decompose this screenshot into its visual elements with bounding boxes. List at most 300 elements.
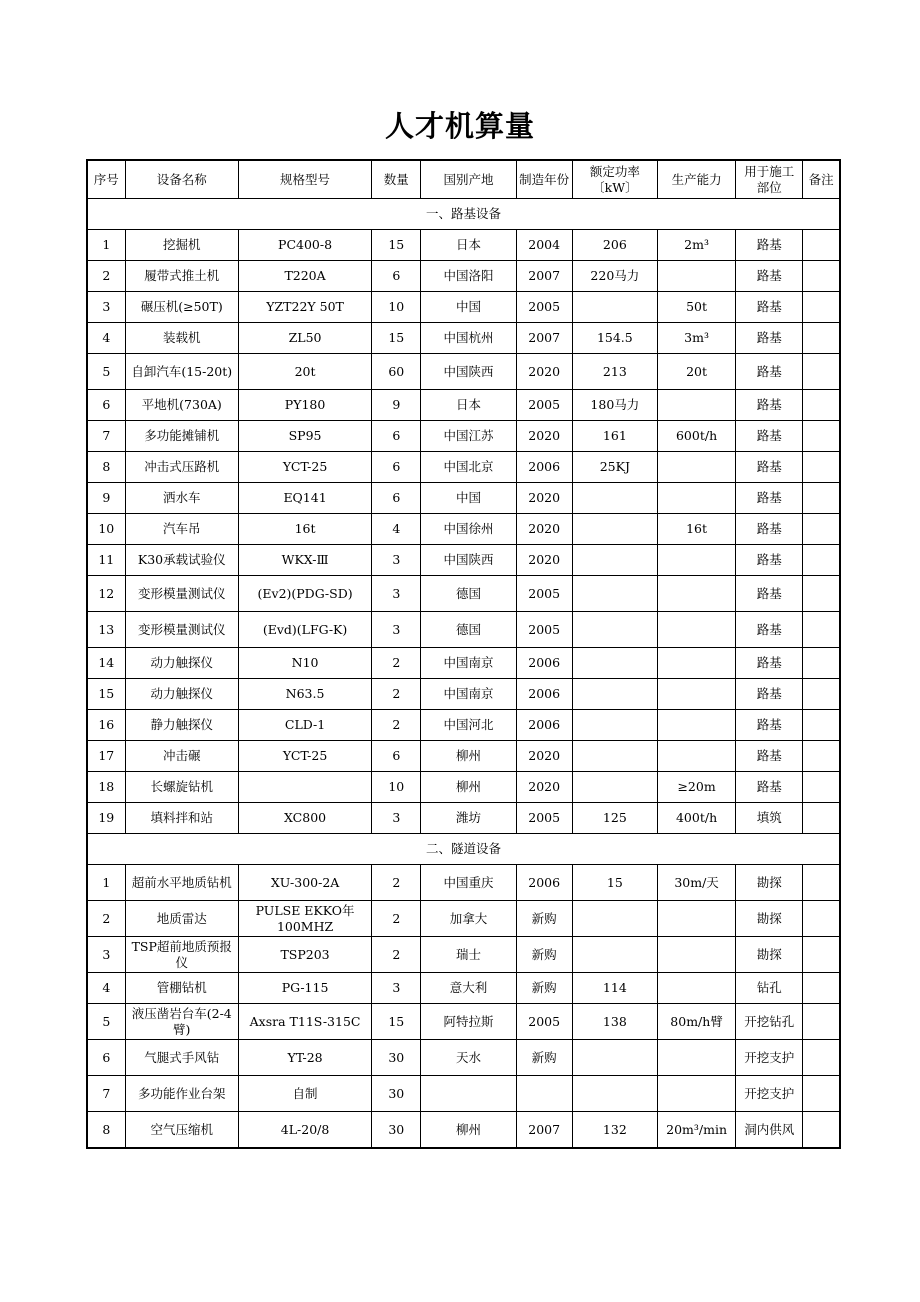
cell-seq: 9	[87, 483, 125, 514]
cell-model: WKX-Ⅲ	[238, 545, 371, 576]
table-row	[87, 292, 840, 323]
cell-power	[572, 648, 657, 679]
cell-power: 114	[572, 973, 657, 1004]
cell-year: 2007	[516, 1112, 572, 1149]
cell-name: 履带式推土机	[125, 261, 238, 292]
cell-model: (Ev2)(PDG-SD)	[238, 576, 371, 612]
cell-model: Axsra T11S-315C	[238, 1004, 371, 1040]
cell-power: 138	[572, 1004, 657, 1040]
cell-capacity	[657, 576, 735, 612]
cell-capacity: 16t	[657, 514, 735, 545]
cell-capacity	[657, 612, 735, 648]
cell-remark	[803, 292, 840, 323]
cell-capacity	[657, 390, 735, 421]
cell-origin: 中国	[421, 292, 516, 323]
cell-capacity: 20t	[657, 354, 735, 390]
cell-name: 多功能作业台架	[125, 1076, 238, 1112]
section-title: 一、路基设备	[87, 199, 840, 230]
col-header-usage: 用于施工部位	[736, 160, 803, 199]
cell-origin: 柳州	[421, 741, 516, 772]
table-row	[87, 545, 840, 576]
cell-year: 2020	[516, 545, 572, 576]
table-row	[87, 514, 840, 545]
cell-year: 2006	[516, 710, 572, 741]
cell-year: 2007	[516, 261, 572, 292]
cell-usage: 路基	[736, 421, 803, 452]
cell-usage: 路基	[736, 679, 803, 710]
cell-name: 长螺旋钻机	[125, 772, 238, 803]
cell-remark	[803, 421, 840, 452]
cell-origin: 日本	[421, 230, 516, 261]
table-row	[87, 865, 840, 901]
cell-power: 15	[572, 865, 657, 901]
cell-qty: 15	[372, 323, 421, 354]
cell-usage: 路基	[736, 648, 803, 679]
cell-qty: 3	[372, 803, 421, 834]
col-header-power: 额定功率〔kW〕	[572, 160, 657, 199]
cell-seq: 11	[87, 545, 125, 576]
cell-name: 静力触探仪	[125, 710, 238, 741]
cell-usage: 路基	[736, 514, 803, 545]
cell-year: 2020	[516, 741, 572, 772]
cell-qty: 6	[372, 421, 421, 452]
cell-name: 管棚钻机	[125, 973, 238, 1004]
cell-seq: 8	[87, 452, 125, 483]
cell-year: 2004	[516, 230, 572, 261]
cell-seq: 14	[87, 648, 125, 679]
cell-year: 新购	[516, 973, 572, 1004]
cell-origin: 潍坊	[421, 803, 516, 834]
cell-capacity	[657, 1076, 735, 1112]
cell-capacity: 2m³	[657, 230, 735, 261]
cell-year: 新购	[516, 1040, 572, 1076]
cell-model: YT-28	[238, 1040, 371, 1076]
cell-name: 平地机(730A)	[125, 390, 238, 421]
cell-remark	[803, 1076, 840, 1112]
cell-remark	[803, 937, 840, 973]
cell-year: 2005	[516, 576, 572, 612]
cell-power	[572, 292, 657, 323]
cell-capacity: 400t/h	[657, 803, 735, 834]
cell-year: 2005	[516, 803, 572, 834]
cell-usage: 路基	[736, 483, 803, 514]
table-row	[87, 261, 840, 292]
cell-remark	[803, 354, 840, 390]
cell-model: 4L-20/8	[238, 1112, 371, 1149]
cell-qty: 10	[372, 772, 421, 803]
col-header-year: 制造年份	[516, 160, 572, 199]
table-row	[87, 576, 840, 612]
cell-usage: 填筑	[736, 803, 803, 834]
cell-name: 动力触探仪	[125, 679, 238, 710]
table-row	[87, 1112, 840, 1149]
cell-remark	[803, 679, 840, 710]
cell-origin: 天水	[421, 1040, 516, 1076]
cell-qty: 3	[372, 576, 421, 612]
cell-power	[572, 741, 657, 772]
cell-origin: 中国洛阳	[421, 261, 516, 292]
cell-usage: 开挖支护	[736, 1076, 803, 1112]
cell-remark	[803, 1004, 840, 1040]
cell-remark	[803, 545, 840, 576]
cell-seq: 7	[87, 421, 125, 452]
cell-year: 2007	[516, 323, 572, 354]
table-row	[87, 390, 840, 421]
cell-year: 2020	[516, 772, 572, 803]
cell-model: N63.5	[238, 679, 371, 710]
cell-remark	[803, 973, 840, 1004]
cell-seq: 3	[87, 292, 125, 323]
cell-usage: 路基	[736, 772, 803, 803]
cell-power	[572, 1040, 657, 1076]
cell-capacity	[657, 452, 735, 483]
cell-seq: 13	[87, 612, 125, 648]
cell-remark	[803, 901, 840, 937]
header-row	[87, 160, 840, 199]
cell-remark	[803, 390, 840, 421]
cell-capacity: 600t/h	[657, 421, 735, 452]
table-row	[87, 772, 840, 803]
table-row	[87, 1076, 840, 1112]
cell-power	[572, 514, 657, 545]
cell-origin	[421, 1076, 516, 1112]
cell-qty: 30	[372, 1112, 421, 1149]
cell-remark	[803, 1040, 840, 1076]
table-row	[87, 323, 840, 354]
cell-usage: 勘探	[736, 901, 803, 937]
cell-power: 220马力	[572, 261, 657, 292]
cell-model: CLD-1	[238, 710, 371, 741]
cell-model: PG-115	[238, 973, 371, 1004]
cell-qty: 2	[372, 865, 421, 901]
col-header-name: 设备名称	[125, 160, 238, 199]
section-row	[87, 199, 840, 230]
cell-remark	[803, 261, 840, 292]
cell-seq: 15	[87, 679, 125, 710]
cell-usage: 开挖支护	[736, 1040, 803, 1076]
cell-power	[572, 772, 657, 803]
cell-origin: 德国	[421, 576, 516, 612]
cell-power	[572, 576, 657, 612]
table-row	[87, 901, 840, 937]
cell-power: 154.5	[572, 323, 657, 354]
cell-name: K30承载试验仪	[125, 545, 238, 576]
col-header-seq: 序号	[87, 160, 125, 199]
table-row	[87, 612, 840, 648]
cell-year: 2006	[516, 865, 572, 901]
cell-qty: 2	[372, 648, 421, 679]
table-row	[87, 421, 840, 452]
cell-model: T220A	[238, 261, 371, 292]
cell-qty: 6	[372, 483, 421, 514]
cell-seq: 4	[87, 973, 125, 1004]
cell-seq: 17	[87, 741, 125, 772]
cell-power: 213	[572, 354, 657, 390]
cell-capacity	[657, 483, 735, 514]
table-row	[87, 1040, 840, 1076]
cell-seq: 10	[87, 514, 125, 545]
cell-qty: 2	[372, 901, 421, 937]
cell-origin: 德国	[421, 612, 516, 648]
cell-name: 气腿式手风钻	[125, 1040, 238, 1076]
cell-capacity	[657, 679, 735, 710]
cell-name: 自卸汽车(15-20t)	[125, 354, 238, 390]
cell-seq: 5	[87, 354, 125, 390]
cell-origin: 中国杭州	[421, 323, 516, 354]
cell-model: PULSE EKKO年100MHZ	[238, 901, 371, 937]
cell-origin: 加拿大	[421, 901, 516, 937]
cell-year: 2005	[516, 612, 572, 648]
cell-seq: 6	[87, 390, 125, 421]
cell-qty: 4	[372, 514, 421, 545]
cell-qty: 15	[372, 230, 421, 261]
cell-usage: 路基	[736, 576, 803, 612]
cell-origin: 柳州	[421, 772, 516, 803]
cell-origin: 意大利	[421, 973, 516, 1004]
cell-origin: 中国江苏	[421, 421, 516, 452]
cell-qty: 3	[372, 973, 421, 1004]
cell-remark	[803, 772, 840, 803]
cell-qty: 6	[372, 261, 421, 292]
cell-remark	[803, 865, 840, 901]
cell-remark	[803, 514, 840, 545]
cell-capacity	[657, 937, 735, 973]
cell-model: PC400-8	[238, 230, 371, 261]
cell-remark	[803, 576, 840, 612]
cell-model: 20t	[238, 354, 371, 390]
cell-power	[572, 901, 657, 937]
cell-name: 洒水车	[125, 483, 238, 514]
cell-capacity: 20m³/min	[657, 1112, 735, 1149]
cell-power	[572, 1076, 657, 1112]
cell-capacity: ≥20m	[657, 772, 735, 803]
cell-model	[238, 772, 371, 803]
cell-capacity	[657, 710, 735, 741]
cell-power: 125	[572, 803, 657, 834]
cell-name: 液压凿岩台车(2-4臂)	[125, 1004, 238, 1040]
equipment-table	[86, 159, 841, 1149]
cell-seq: 7	[87, 1076, 125, 1112]
cell-remark	[803, 612, 840, 648]
cell-name: 挖掘机	[125, 230, 238, 261]
cell-year: 2005	[516, 390, 572, 421]
cell-model: XC800	[238, 803, 371, 834]
cell-qty: 30	[372, 1040, 421, 1076]
cell-seq: 19	[87, 803, 125, 834]
cell-year: 2020	[516, 483, 572, 514]
cell-qty: 30	[372, 1076, 421, 1112]
cell-qty: 2	[372, 679, 421, 710]
cell-year: 2006	[516, 452, 572, 483]
cell-remark	[803, 1112, 840, 1149]
cell-usage: 路基	[736, 292, 803, 323]
cell-origin: 中国重庆	[421, 865, 516, 901]
cell-model: YCT-25	[238, 741, 371, 772]
cell-origin: 日本	[421, 390, 516, 421]
table-row	[87, 452, 840, 483]
cell-seq: 3	[87, 937, 125, 973]
cell-remark	[803, 741, 840, 772]
cell-seq: 4	[87, 323, 125, 354]
cell-usage: 勘探	[736, 937, 803, 973]
cell-year	[516, 1076, 572, 1112]
cell-qty: 3	[372, 612, 421, 648]
cell-year: 新购	[516, 901, 572, 937]
cell-usage: 路基	[736, 261, 803, 292]
cell-origin: 中国	[421, 483, 516, 514]
page-title: 人才机算量	[384, 109, 535, 143]
cell-usage: 钻孔	[736, 973, 803, 1004]
cell-name: 填料拌和站	[125, 803, 238, 834]
cell-name: 汽车吊	[125, 514, 238, 545]
cell-qty: 2	[372, 710, 421, 741]
cell-usage: 路基	[736, 741, 803, 772]
cell-qty: 15	[372, 1004, 421, 1040]
cell-capacity: 30m/天	[657, 865, 735, 901]
cell-model: 自制	[238, 1076, 371, 1112]
cell-power	[572, 937, 657, 973]
cell-remark	[803, 452, 840, 483]
cell-power	[572, 483, 657, 514]
cell-qty: 3	[372, 545, 421, 576]
col-header-model: 规格型号	[238, 160, 371, 199]
cell-qty: 60	[372, 354, 421, 390]
cell-origin: 柳州	[421, 1112, 516, 1149]
cell-usage: 路基	[736, 354, 803, 390]
cell-year: 新购	[516, 937, 572, 973]
cell-model: XU-300-2A	[238, 865, 371, 901]
cell-model: ZL50	[238, 323, 371, 354]
cell-model: N10	[238, 648, 371, 679]
cell-qty: 2	[372, 937, 421, 973]
cell-power	[572, 545, 657, 576]
cell-origin: 中国陕西	[421, 354, 516, 390]
cell-seq: 2	[87, 261, 125, 292]
cell-usage: 路基	[736, 710, 803, 741]
cell-model: (Evd)(LFG-K)	[238, 612, 371, 648]
cell-power: 180马力	[572, 390, 657, 421]
cell-seq: 1	[87, 865, 125, 901]
col-header-capacity: 生产能力	[657, 160, 735, 199]
cell-qty: 9	[372, 390, 421, 421]
cell-seq: 8	[87, 1112, 125, 1149]
cell-remark	[803, 710, 840, 741]
cell-usage: 路基	[736, 452, 803, 483]
table-row	[87, 803, 840, 834]
cell-usage: 路基	[736, 323, 803, 354]
cell-capacity	[657, 1040, 735, 1076]
cell-model: YCT-25	[238, 452, 371, 483]
cell-model: SP95	[238, 421, 371, 452]
cell-qty: 10	[372, 292, 421, 323]
cell-origin: 中国徐州	[421, 514, 516, 545]
cell-year: 2006	[516, 648, 572, 679]
cell-qty: 6	[372, 741, 421, 772]
table-row	[87, 973, 840, 1004]
cell-qty: 6	[372, 452, 421, 483]
cell-remark	[803, 483, 840, 514]
cell-capacity	[657, 741, 735, 772]
cell-remark	[803, 230, 840, 261]
cell-origin: 中国南京	[421, 648, 516, 679]
cell-seq: 16	[87, 710, 125, 741]
cell-power: 132	[572, 1112, 657, 1149]
cell-remark	[803, 803, 840, 834]
cell-power	[572, 679, 657, 710]
cell-seq: 6	[87, 1040, 125, 1076]
cell-capacity	[657, 901, 735, 937]
cell-model: PY180	[238, 390, 371, 421]
table-row	[87, 354, 840, 390]
cell-usage: 路基	[736, 390, 803, 421]
table-row	[87, 483, 840, 514]
table-row	[87, 937, 840, 973]
cell-model: YZT22Y 50T	[238, 292, 371, 323]
cell-name: 空气压缩机	[125, 1112, 238, 1149]
cell-name: 多功能摊铺机	[125, 421, 238, 452]
cell-power: 206	[572, 230, 657, 261]
cell-seq: 5	[87, 1004, 125, 1040]
cell-seq: 2	[87, 901, 125, 937]
cell-origin: 中国陕西	[421, 545, 516, 576]
cell-power: 161	[572, 421, 657, 452]
table-row	[87, 741, 840, 772]
cell-origin: 阿特拉斯	[421, 1004, 516, 1040]
table-row	[87, 710, 840, 741]
cell-usage: 路基	[736, 230, 803, 261]
cell-name: 动力触探仪	[125, 648, 238, 679]
cell-power: 25KJ	[572, 452, 657, 483]
cell-seq: 12	[87, 576, 125, 612]
cell-year: 2020	[516, 421, 572, 452]
cell-model: TSP203	[238, 937, 371, 973]
cell-seq: 1	[87, 230, 125, 261]
cell-capacity	[657, 261, 735, 292]
cell-usage: 洞内供风	[736, 1112, 803, 1149]
cell-model: 16t	[238, 514, 371, 545]
cell-name: 变形模量测试仪	[125, 576, 238, 612]
col-header-origin: 国别产地	[421, 160, 516, 199]
cell-usage: 勘探	[736, 865, 803, 901]
cell-name: 变形模量测试仪	[125, 612, 238, 648]
col-header-qty: 数量	[372, 160, 421, 199]
cell-capacity	[657, 545, 735, 576]
cell-name: 碾压机(≥50T)	[125, 292, 238, 323]
cell-origin: 中国南京	[421, 679, 516, 710]
cell-origin: 瑞士	[421, 937, 516, 973]
cell-capacity: 80m/h臂	[657, 1004, 735, 1040]
cell-usage: 路基	[736, 612, 803, 648]
equipment-table-body	[87, 160, 840, 1148]
section-title: 二、隧道设备	[87, 834, 840, 865]
cell-model: EQ141	[238, 483, 371, 514]
table-row	[87, 1004, 840, 1040]
cell-name: 装载机	[125, 323, 238, 354]
cell-origin: 中国河北	[421, 710, 516, 741]
table-row	[87, 679, 840, 710]
cell-name: 冲击碾	[125, 741, 238, 772]
cell-remark	[803, 648, 840, 679]
cell-remark	[803, 323, 840, 354]
cell-year: 2020	[516, 514, 572, 545]
table-row	[87, 648, 840, 679]
table-row	[87, 230, 840, 261]
cell-origin: 中国北京	[421, 452, 516, 483]
cell-year: 2006	[516, 679, 572, 710]
cell-capacity	[657, 973, 735, 1004]
cell-year: 2005	[516, 292, 572, 323]
cell-name: TSP超前地质预报仪	[125, 937, 238, 973]
